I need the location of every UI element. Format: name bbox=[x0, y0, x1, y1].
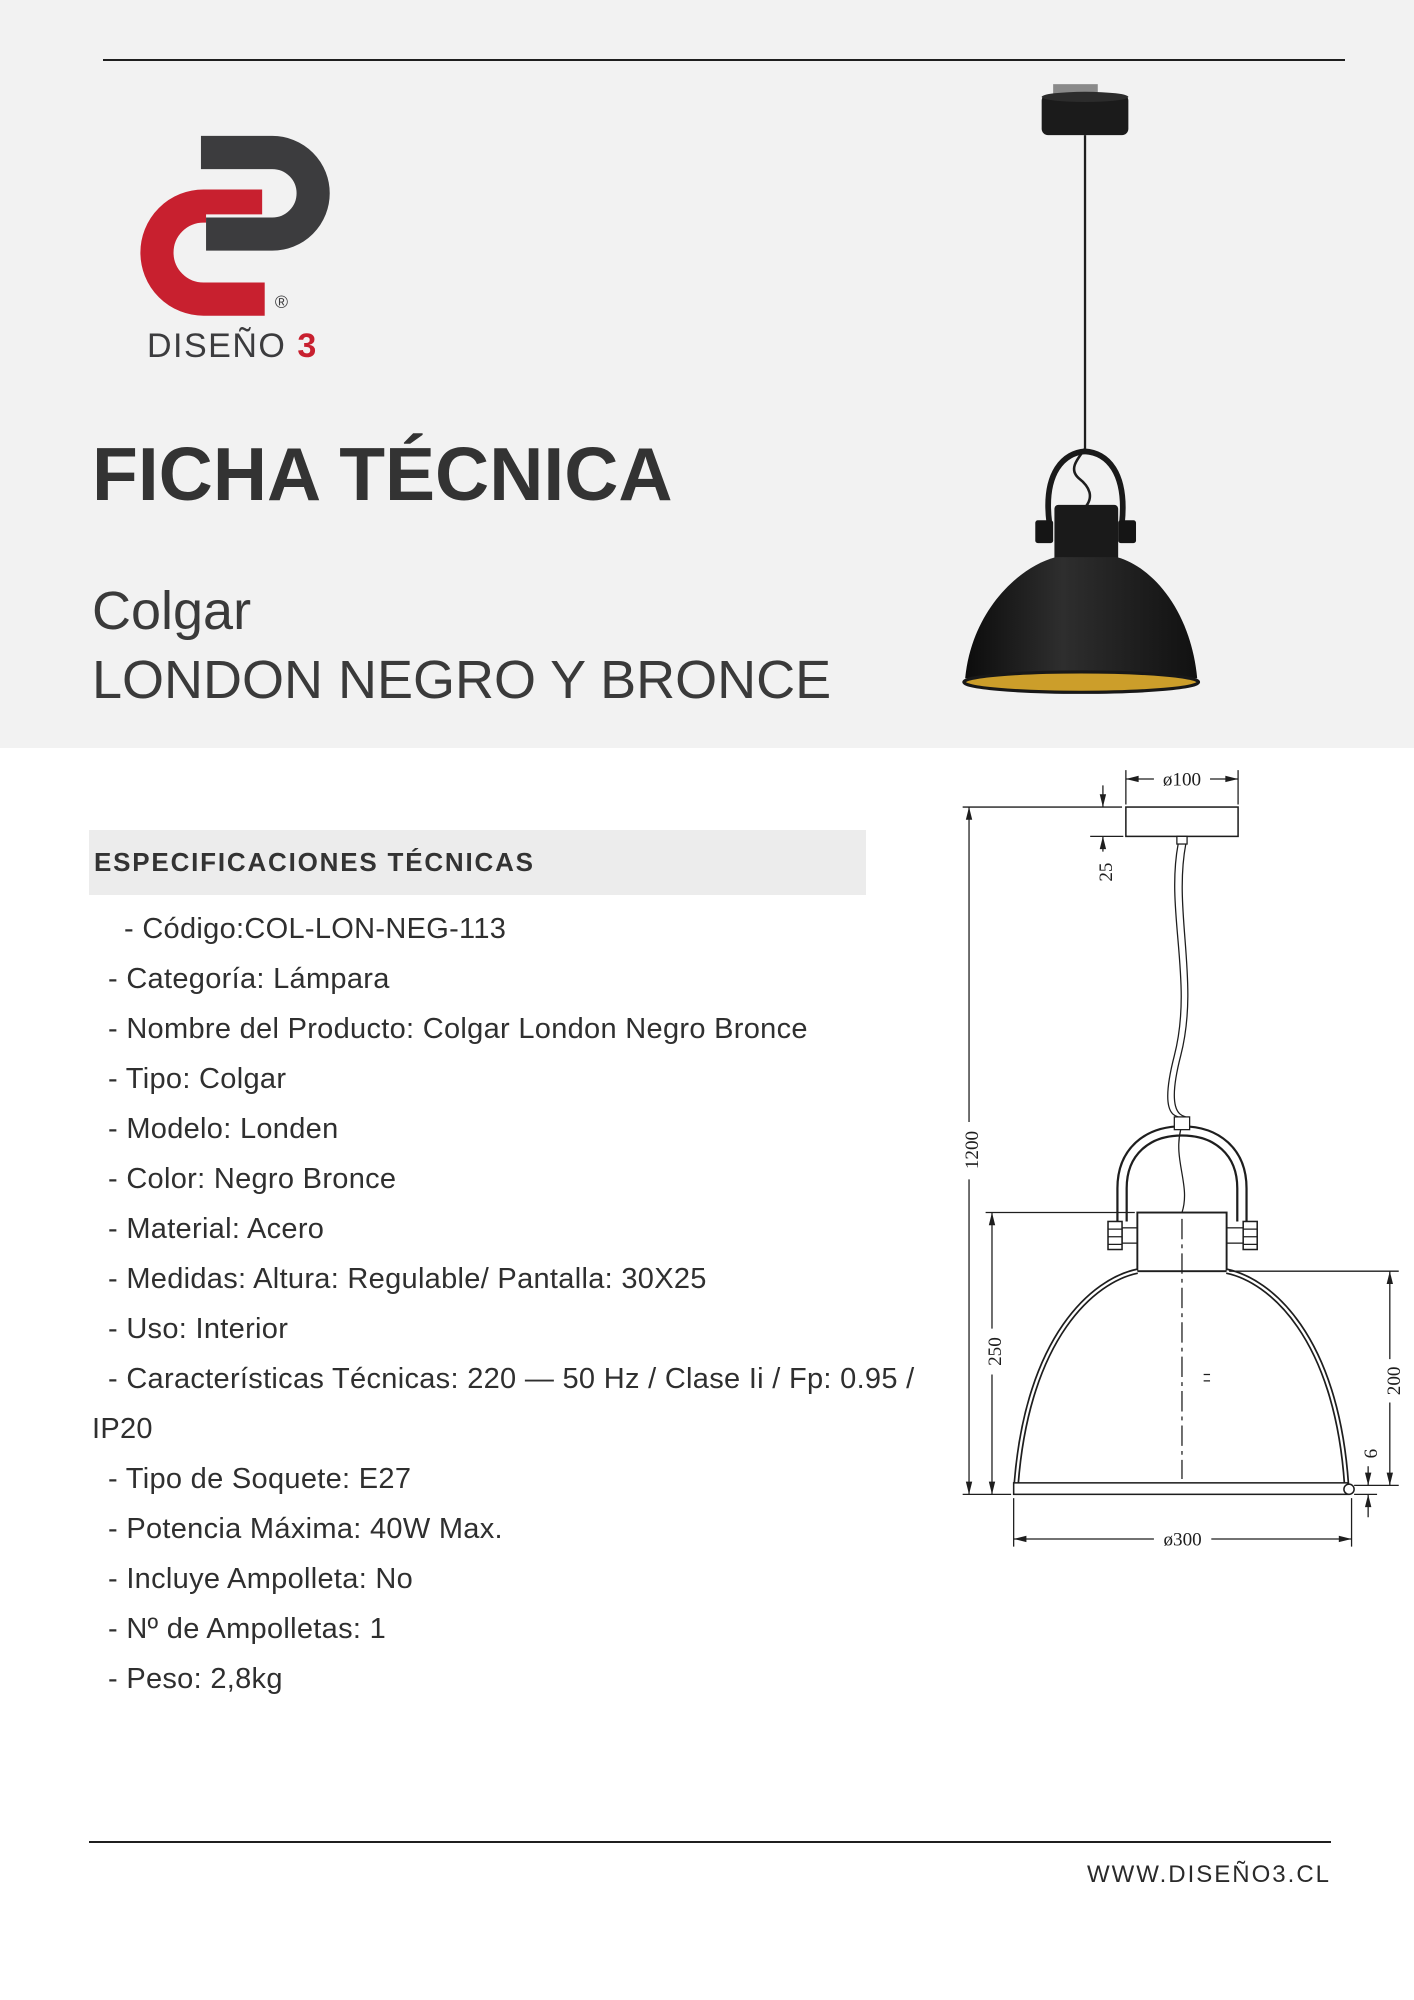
dimension-shade-total-height bbox=[985, 1213, 1135, 1495]
drawing-rim-end bbox=[1344, 1484, 1354, 1494]
dimension-total-height bbox=[962, 807, 1122, 1494]
drawing-right-connector bbox=[1227, 1228, 1244, 1243]
technical-drawing bbox=[955, 760, 1405, 1560]
drawing-shade-right bbox=[1227, 1271, 1347, 1484]
specs-heading-bar bbox=[89, 830, 866, 895]
brand-name bbox=[147, 329, 318, 363]
arrowhead bbox=[1339, 1536, 1352, 1542]
drawing-rim bbox=[1014, 1483, 1348, 1494]
dimension-label-shade-total-height: 250 bbox=[984, 1337, 1006, 1366]
lamp-socket bbox=[1054, 505, 1118, 561]
arrowhead bbox=[966, 1482, 972, 1495]
right-knob bbox=[1118, 520, 1136, 543]
arrowhead bbox=[1225, 776, 1238, 782]
spec-item-technical: - Características Técnicas: 220 — 50 Hz / Clase Ii / Fp: 0.95 / IP20 bbox=[92, 1363, 915, 1445]
drawing-inner-cable bbox=[1179, 1130, 1185, 1213]
spec-item-color: - Color: Negro Bronce bbox=[108, 1163, 397, 1195]
drawing-shade-left-inner bbox=[1016, 1271, 1137, 1484]
dimension-lines bbox=[963, 807, 1122, 1494]
drawing-left-knob bbox=[1108, 1221, 1122, 1249]
website-url: WWW.DISEÑO3.CL bbox=[1086, 1861, 1331, 1888]
dimension-canopy-height bbox=[1090, 785, 1123, 881]
lamp-product-image bbox=[944, 70, 1218, 708]
drawing-shade-left bbox=[1016, 1271, 1137, 1484]
spec-item-bulb-included: - Incluye Ampolleta: No bbox=[108, 1563, 414, 1595]
spec-item-type: - Tipo: Colgar bbox=[108, 1063, 287, 1095]
spec-item-weight: - Peso: 2,8kg bbox=[108, 1663, 283, 1695]
dimension-label-canopy-height: 25 bbox=[1095, 862, 1117, 882]
brand-name-word: DISEÑO bbox=[147, 327, 287, 365]
spec-item-socket: - Tipo de Soquete: E27 bbox=[108, 1463, 412, 1495]
specs-heading: ESPECIFICACIONES TÉCNICAS bbox=[94, 847, 535, 877]
drawing-right-knob bbox=[1243, 1221, 1257, 1249]
arrowhead bbox=[1387, 1473, 1393, 1486]
drawing-fitting bbox=[1177, 836, 1187, 844]
drawing-left-connector bbox=[1122, 1228, 1137, 1243]
dimension-label-total-height: 1200 bbox=[961, 1130, 983, 1170]
drawing-junction bbox=[1174, 1117, 1189, 1130]
spec-item-measures: - Medidas: Altura: Regulable/ Pantalla: 30X25 bbox=[108, 1263, 707, 1295]
spec-item-code: - Código:COL-LON-NEG-113 bbox=[124, 913, 507, 945]
spec-item-category: - Categoría: Lámpara bbox=[108, 963, 390, 995]
product-name: LONDON NEGRO Y BRONCE bbox=[92, 650, 832, 710]
drawing-center-mark bbox=[1204, 1374, 1210, 1380]
drawing-canopy bbox=[1126, 807, 1238, 836]
top-divider bbox=[103, 59, 1345, 61]
arrowhead bbox=[989, 1213, 995, 1226]
registered-mark: ® bbox=[274, 292, 289, 313]
dimension-rim-height bbox=[1354, 1449, 1382, 1518]
arrowhead bbox=[1100, 836, 1106, 849]
bottom-divider bbox=[89, 1841, 1331, 1843]
dimension-shade-diameter bbox=[1014, 1498, 1352, 1550]
arrowhead bbox=[1100, 794, 1106, 807]
lamp-shade bbox=[965, 557, 1197, 678]
drawing-lamp-outline bbox=[1014, 807, 1354, 1494]
arrowhead bbox=[1365, 1494, 1371, 1507]
dimension-label-shade-height: 200 bbox=[1384, 1366, 1405, 1396]
dimension-label-rim-height: 6 bbox=[1361, 1448, 1383, 1459]
specs-list bbox=[92, 904, 945, 1704]
arrowhead bbox=[1365, 1473, 1371, 1486]
spec-item-product-name: - Nombre del Producto: Colgar London Negro Bronce bbox=[108, 1013, 808, 1045]
cable-twist bbox=[1074, 449, 1090, 508]
brand-name-number: 3 bbox=[297, 327, 318, 365]
spec-item-material: - Material: Acero bbox=[108, 1213, 325, 1245]
arrowhead bbox=[1387, 1271, 1393, 1284]
left-knob bbox=[1035, 520, 1053, 543]
arrowhead bbox=[1126, 776, 1139, 782]
page-title: FICHA TÉCNICA bbox=[92, 432, 673, 516]
product-category: Colgar bbox=[92, 581, 252, 641]
drawing-cable-left bbox=[1168, 844, 1181, 1119]
arrowhead bbox=[966, 807, 972, 820]
arrowhead bbox=[1014, 1536, 1027, 1542]
spec-item-model: - Modelo: Londen bbox=[108, 1113, 339, 1145]
arrowhead bbox=[989, 1482, 995, 1495]
spec-item-power: - Potencia Máxima: 40W Max. bbox=[108, 1513, 503, 1545]
dimension-lines bbox=[986, 1213, 1135, 1495]
dimension-label-shade-diameter: ø300 bbox=[1163, 1529, 1202, 1551]
dimension-lines bbox=[1090, 785, 1123, 851]
dimension-canopy-diameter bbox=[1126, 769, 1238, 804]
spec-item-use: - Uso: Interior bbox=[108, 1313, 289, 1345]
shade-gold-interior bbox=[964, 672, 1199, 692]
brand-logo-icon bbox=[127, 127, 337, 318]
spec-item-bulb-count: - Nº de Ampolletas: 1 bbox=[108, 1613, 387, 1645]
dimension-label-canopy-diameter: ø100 bbox=[1162, 769, 1202, 791]
canopy-top bbox=[1042, 92, 1129, 102]
